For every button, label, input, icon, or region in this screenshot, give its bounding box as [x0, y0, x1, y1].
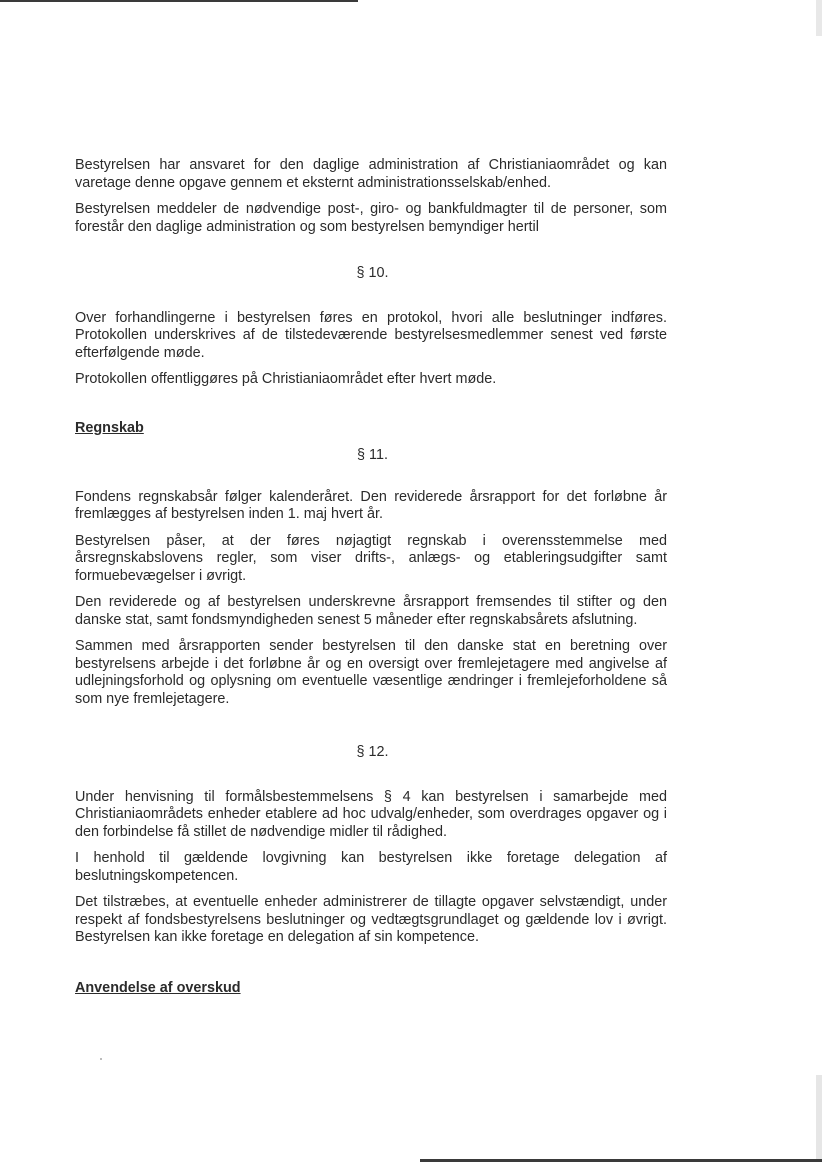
paragraph-selvstaendigt: Det tilstræbes, at eventuelle enheder administrerer de tillagte opgaver selvstændigt, under respekt af fondsbestyrelsens beslutninger og vedtægtsgrundlaget og gældende lov i øvrigt. Bestyrelsen kan ikke foretage en delegation af sin kompetence. [75, 894, 667, 945]
paragraph-administration: Bestyrelsen har ansvaret for den daglige administration af Christianiaområdet og kan varetage denne opgave gennem et eksternt administrationsselskab/enhed. [75, 157, 667, 191]
paragraph-udvalg: Under henvisning til formålsbestemmelsens § 4 kan bestyrelsen i samarbejde med Christianiaområdets enheder etablere ad hoc udvalg/enheder, som overdrages opgaver og i den forbindelse få stillet de nødvendige midler til rådighed. [75, 788, 667, 840]
paragraph-beretning: Sammen med årsrapporten sender bestyrelsen til den danske stat en beretning over bestyrelsens arbejde i det forløbne år og en oversigt over fremlejetagere med angivelse af udlejningsforhold og oplysning om eventuelle væsentlige ændringer i fremlejeforholdene så som nye fremlejetagere. [75, 638, 667, 707]
paragraph-offentliggoerelse: Protokollen offentliggøres på Christianiaområdet efter hvert møde. [75, 371, 497, 387]
scan-edge-top [0, 0, 358, 2]
scan-speck [100, 1058, 102, 1060]
paragraph-protokol: Over forhandlingerne i bestyrelsen føres en protokol, hvori alle beslutninger indføres. Protokollen underskrives af de tilstedeværende bestyrelsesmedlemmer senest ved første efterfølgende møde. [75, 309, 667, 361]
scan-edge-right-bottom [816, 1075, 822, 1162]
paragraph-aarsrapport: Den reviderede og af bestyrelsen underskrevne årsrapport fremsendes til stifter og den danske stat, samt fondsmyndigheden senest 5 måneder efter regnskabsårets afslutning. [75, 594, 667, 628]
document-page [75, 157, 667, 997]
paragraph-noejagtigt-regnskab: Bestyrelsen påser, at der føres nøjagtigt regnskab i overensstemmelse med årsregnskabslovens regler, som viser drifts-, anlægs- og etableringsudgifter samt formuebevægelser i øvrigt. [75, 532, 667, 584]
section-10-heading: § 10. [356, 265, 389, 281]
paragraph-regnskabsaar: Fondens regnskabsår følger kalenderåret. Den reviderede årsrapport for det forløbne år fremlægges af bestyrelsen inden 1. maj hvert år. [75, 488, 667, 522]
paragraph-fuldmagter: Bestyrelsen meddeler de nødvendige post-, giro- og bankfuldmagter til de personer, som forestår den daglige administration og som bestyrelsen bemyndiger hertil [75, 201, 667, 235]
paragraph-delegation: I henhold til gældende lovgivning kan bestyrelsen ikke foretage delegation af beslutningskompetencen. [75, 850, 667, 884]
heading-regnskab: Regnskab [75, 419, 144, 436]
section-12-heading: § 12. [356, 744, 389, 760]
section-11-heading: § 11. [357, 447, 388, 463]
heading-anvendelse-af-overskud: Anvendelse af overskud [75, 979, 241, 996]
scan-edge-right-top [816, 0, 822, 36]
